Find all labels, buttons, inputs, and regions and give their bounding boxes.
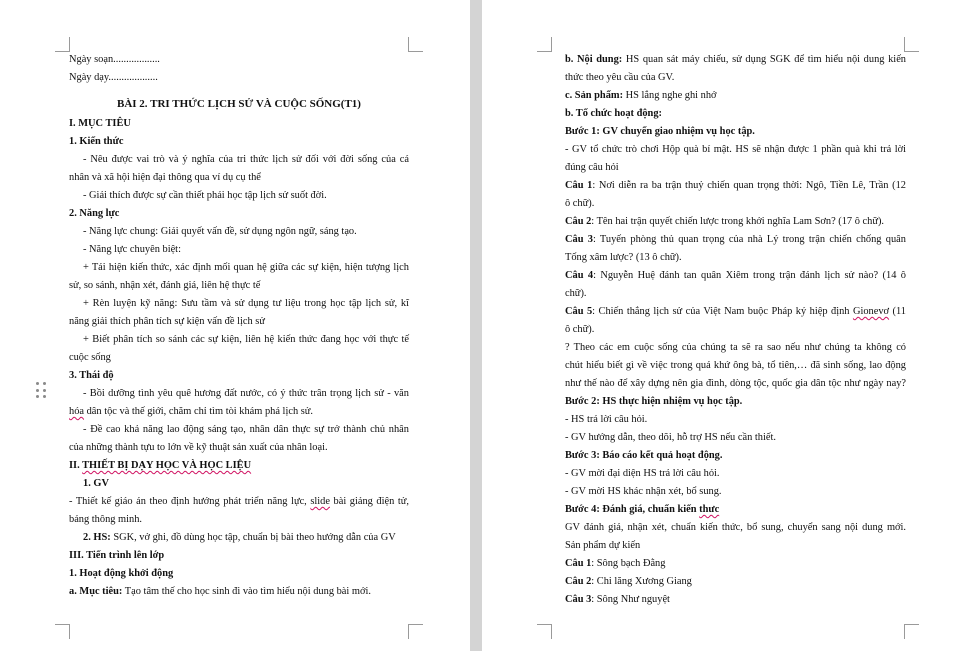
page-gap	[470, 0, 482, 651]
paragraph-line: hóa dân tộc và thế giới, chăm chỉ tìm tòi khám phá lịch sử.	[69, 406, 314, 417]
heading-step-1: Bước 1: GV chuyển giao nhiệm vụ học tập.	[565, 126, 755, 137]
paragraph-line: năng giải thích phân tích sự kiện vấn đề lịch sử	[69, 316, 265, 327]
margin-corner-bottom-left	[537, 624, 552, 639]
question-line: Câu 1: Nơi diễn ra ba trận thuỷ chiến quan trọng thời: Ngô, Tiền Lê, Trần (12	[565, 180, 906, 191]
right-page-text[interactable]	[565, 51, 906, 609]
heading-attitude: 3. Thái độ	[69, 370, 114, 381]
paragraph-line: 2. HS: SGK, vở ghi, đồ dùng học tập, chuẩn bị bài theo hướng dẫn của GV	[83, 532, 396, 543]
heading-objectives: I. MỤC TIÊU	[69, 118, 131, 129]
left-page-text[interactable]	[69, 51, 409, 601]
paragraph-line: ô chữ).	[565, 324, 595, 335]
paragraph-line: - Nêu được vai trò và ý nghĩa của tri thức lịch sử đối với đời sống của cá	[83, 154, 409, 165]
margin-corner-top-left	[537, 37, 552, 52]
paragraph-line: a. Mục tiêu: Tạo tâm thế cho học sinh đi vào tìm hiểu nội dung bài mới.	[69, 586, 371, 597]
heading-step-2: Bước 2: HS thực hiện nhiệm vụ học tập.	[565, 396, 743, 407]
paragraph-line: - GV mời đại diện HS trả lời câu hỏi.	[565, 468, 720, 479]
paragraph-line: c. Sản phẩm: HS lắng nghe ghi nhớ	[565, 90, 717, 101]
paragraph-line: - GV hướng dẫn, theo dõi, hỗ trợ HS nếu cần thiết.	[565, 432, 776, 443]
margin-corner-bottom-left	[55, 624, 70, 639]
heading-warmup: 1. Hoạt động khởi động	[69, 568, 174, 579]
paragraph-line: như thế nào để xây dựng nên gia đình, dòng tộc, quốc gia dân tộc như ngày nay?	[565, 378, 906, 389]
paragraph-line: b. Nội dung: HS quan sát máy chiếu, sử dụng SGK để tìm hiểu nội dung kiến	[565, 54, 907, 65]
heading-teacher: 1. GV	[83, 478, 109, 489]
lesson-title: BÀI 2. TRI THỨC LỊCH SỬ VÀ CUỘC SỐNG(T1)	[117, 98, 361, 110]
paragraph-line: ? Theo các em cuộc sống của chúng ta sẽ ra sao nếu như chúng ta không có	[565, 342, 906, 353]
paragraph-line: của những thành tựu to lớn về kỹ thuật sản xuất của nhân loại.	[69, 442, 328, 453]
question-line: Câu 2: Tên hai trận quyết chiến lược trong khởi nghĩa Lam Sơn? (17 ô chữ).	[565, 216, 885, 227]
paragraph-line: - Đề cao khả năng lao động sáng tạo, nhân dân thực sự trở thành chủ nhân	[83, 424, 409, 435]
date-taught: Ngày dạy...................	[69, 72, 158, 83]
answer-line: Câu 3: Sông Như nguyệt	[565, 594, 670, 605]
heading-knowledge: 1. Kiến thức	[69, 136, 124, 147]
paragraph-line: - Giải thích được sự cần thiết phải học tập lịch sử suốt đời.	[83, 190, 327, 201]
paragraph-line: Tống xâm lược? (13 ô chữ).	[565, 252, 682, 263]
paragraph-line: - HS trả lời câu hỏi.	[565, 414, 648, 425]
paragraph-line: GV đánh giá, nhận xét, chuẩn kiến thức, bổ sung, chuyển sang nội dung mới.	[565, 522, 906, 533]
paragraph-line: - Bồi dưỡng tình yêu quê hương đất nước, có ý thức trân trọng lịch sử - văn	[83, 388, 409, 399]
spellcheck-word[interactable]: Gionevơ	[852, 306, 890, 317]
date-prepared: Ngày soạn..................	[69, 54, 160, 65]
margin-corner-bottom-right	[408, 624, 423, 639]
heading-equipment: II. THIẾT BỊ DẠY HỌC VÀ HỌC LIỆU	[69, 460, 252, 471]
heading-step-4: Bước 4: Đánh giá, chuẩn kiến thưc	[565, 504, 720, 515]
heading-step-3: Bước 3: Báo cáo kết quả hoạt động.	[565, 450, 723, 461]
paragraph-line: + Biết phân tích so sánh các sự kiện, liên hệ kiến thức đang học với thực tế	[83, 334, 409, 345]
paragraph-line: - Thiết kế giáo án theo định hướng phát triển năng lực, slide bài giảng điện tử,	[69, 496, 409, 507]
paragraph-line: chút hiểu biết gì về việc trong quá khứ ông bà, tổ tiên,… đã sinh sống, lao động	[565, 360, 906, 371]
heading-organize: b. Tổ chức hoạt động:	[565, 108, 662, 119]
paragraph-line: - Năng lực chung: Giải quyết vấn đề, sử dụng ngôn ngữ, sáng tạo.	[83, 226, 357, 237]
answer-line: Câu 1: Sông bạch Đằng	[565, 558, 666, 569]
spellcheck-phrase[interactable]: THIẾT BỊ DẠY HỌC VÀ HỌC LIỆU	[82, 460, 252, 471]
question-line: Câu 5: Chiến thắng lịch sử của Việt Nam buộc Pháp ký hiệp định Gionevơ (11	[565, 306, 906, 317]
question-line: Câu 4: Nguyễn Huệ đánh tan quân Xiêm trong trận đánh lịch sử nào? (14 ô	[565, 270, 906, 281]
paragraph-line: Sản phẩm dự kiến	[565, 540, 641, 551]
paragraph-line: nhân và xã hội hiện đại thông qua ví dụ cụ thể	[69, 172, 261, 183]
paragraph-line: chữ).	[565, 288, 587, 299]
paragraph-line: cuộc sống	[69, 352, 111, 363]
paragraph-line: - GV mời HS khác nhận xét, bổ sung.	[565, 486, 722, 497]
spellcheck-word[interactable]: thưc	[699, 504, 720, 515]
question-line: Câu 3: Tuyến phòng thủ quan trọng của nhà Lý trong trận chiến chống quân	[565, 234, 906, 245]
margin-corner-top-right	[904, 37, 919, 52]
paragraph-line: - Năng lực chuyên biệt:	[83, 244, 181, 255]
margin-corner-bottom-right	[904, 624, 919, 639]
paragraph-line: sử, so sánh, nhận xét, đánh giá, liên hệ thực tế	[69, 280, 261, 291]
paragraph-line: ô chữ).	[565, 198, 595, 209]
paragraph-line: + Tái hiện kiến thức, xác định mối quan hệ giữa các sự kiện, hiện tượng lịch	[83, 262, 409, 273]
drag-handle-icon[interactable]	[36, 382, 48, 400]
heading-competence: 2. Năng lực	[69, 208, 120, 219]
paragraph-line: đúng câu hỏi	[565, 162, 619, 173]
answer-line: Câu 2: Chi lăng Xương Giang	[565, 576, 692, 587]
paragraph-line: + Rèn luyện kỹ năng: Sưu tầm và sử dụng tư liệu trong học tập lịch sử, kĩ	[83, 298, 409, 309]
spellcheck-word[interactable]: slide	[310, 496, 330, 507]
paragraph-line: thức theo yêu cầu của GV.	[565, 72, 675, 83]
paragraph-line: - GV tổ chức trò chơi Hộp quà bí mật. HS sẽ nhận được 1 phần quà khi trả lời	[565, 144, 906, 155]
spellcheck-word[interactable]: hóa	[69, 406, 85, 417]
paragraph-line: bảng thông minh.	[69, 514, 143, 525]
margin-corner-top-left	[55, 37, 70, 52]
margin-corner-top-right	[408, 37, 423, 52]
heading-procedure: III. Tiến trình lên lớp	[69, 550, 165, 561]
